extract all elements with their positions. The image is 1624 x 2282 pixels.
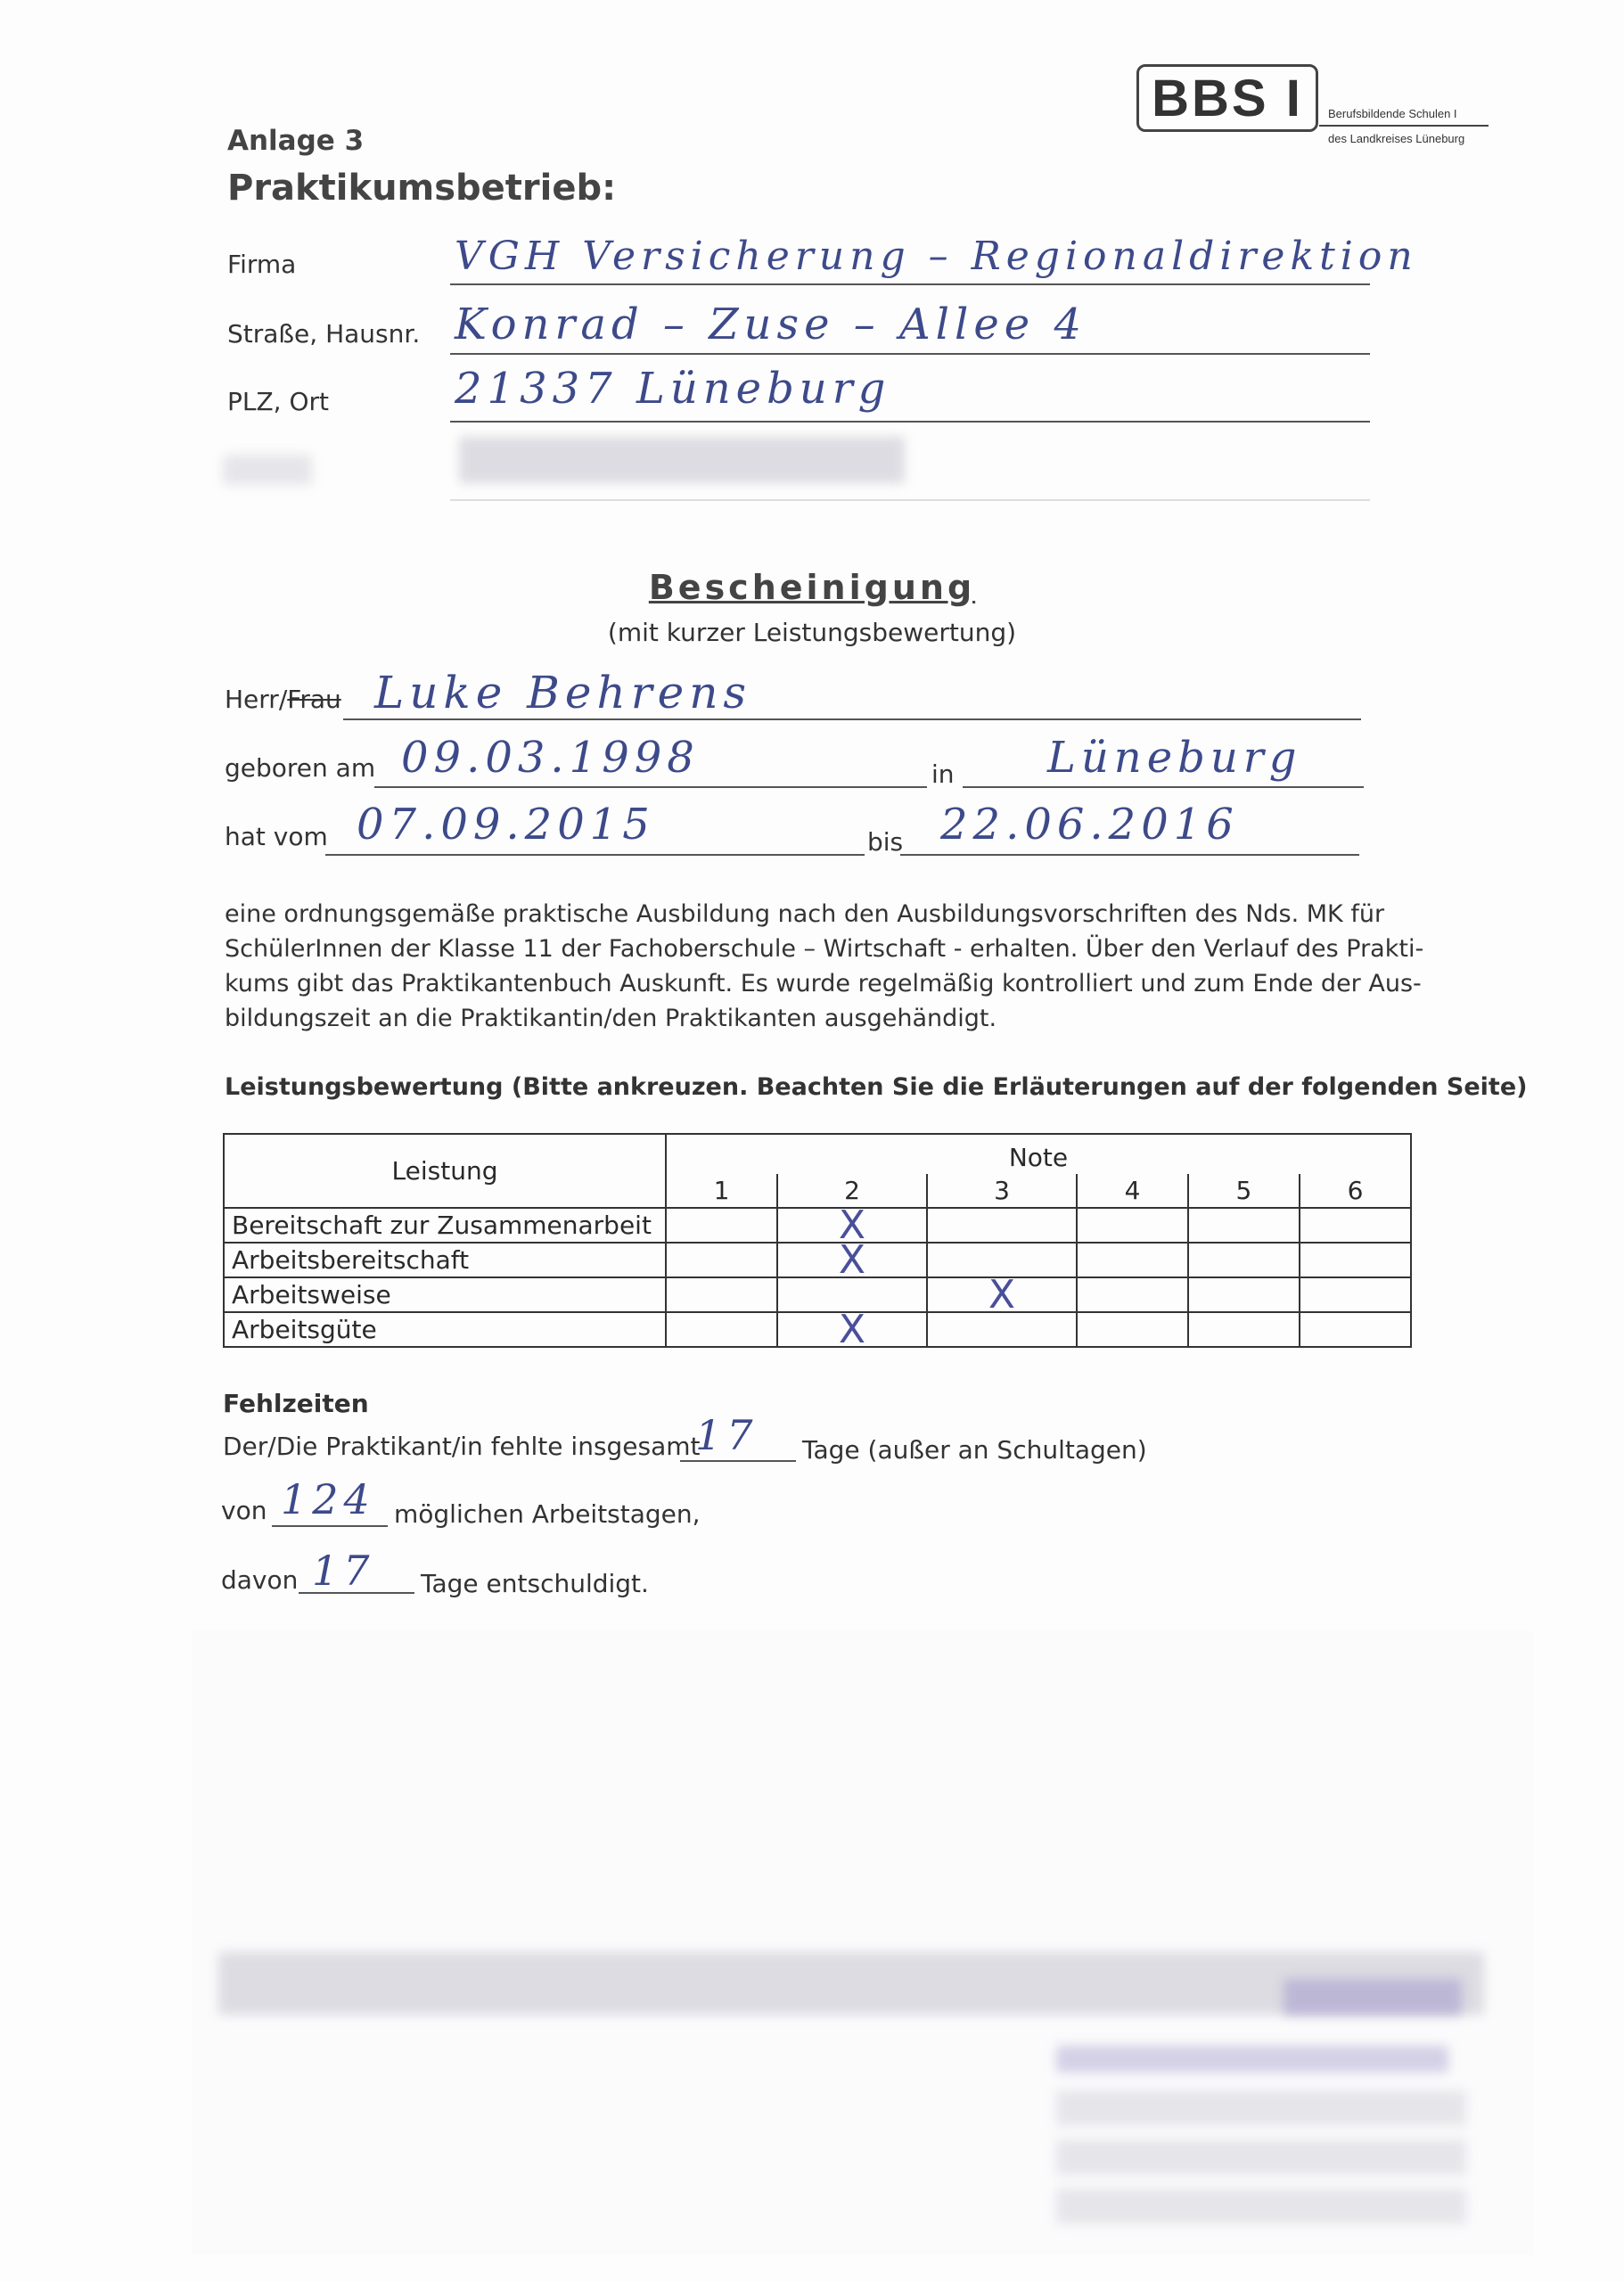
firma-line (450, 283, 1370, 285)
firma-label: Firma (227, 250, 297, 279)
grade-cell[interactable] (1300, 1243, 1411, 1277)
grade-column-2: 2 (777, 1174, 927, 1208)
from-line (325, 854, 865, 856)
absence-line1-prefix: Der/Die Praktikant/in fehlte insgesamt (223, 1432, 701, 1461)
redacted-stamp-line (1056, 2090, 1466, 2126)
herr-label: Herr/ (225, 685, 288, 714)
redacted-value (459, 437, 905, 483)
bbs-logo (1136, 64, 1318, 132)
body-line: kums gibt das Praktikantenbuch Auskunft. Es wurde regelmäßig kontrolliert und zum Ende der Aus- (225, 970, 1422, 997)
possible-days-line (272, 1525, 388, 1527)
grade-column-6: 6 (1300, 1174, 1411, 1208)
body-line: SchülerInnen der Klasse 11 der Fachoberschule – Wirtschaft - erhalten. Über den Verlauf des Prakti- (225, 935, 1424, 963)
table-row (224, 1312, 1411, 1347)
grade-mark: X (838, 1236, 866, 1283)
evaluation-heading: Leistungsbewertung (Bitte ankreuzen. Beachten Sie die Erläuterungen auf der folgenden Seite) (225, 1073, 1528, 1101)
salutation-label (225, 685, 341, 714)
name-line (343, 718, 1361, 720)
days-missed-value: 17 (695, 1411, 759, 1459)
logo-subtitle-1: Berufsbildende Schulen I (1328, 107, 1457, 120)
days-missed-line (680, 1460, 796, 1462)
logo-divider (1319, 125, 1489, 127)
name-value: Luke Behrens (374, 667, 752, 718)
from-value: 07.09.2015 (357, 800, 655, 850)
certificate-body (225, 897, 1423, 1036)
birthplace-value: Lüneburg (1047, 733, 1302, 783)
grade-cell[interactable] (1300, 1277, 1411, 1312)
table-row (224, 1277, 1411, 1312)
grade-cell[interactable] (927, 1312, 1077, 1347)
grade-column-5: 5 (1188, 1174, 1300, 1208)
logo-subtitle-2: des Landkreises Lüneburg (1328, 132, 1465, 145)
redacted-label (223, 455, 312, 485)
born-line (374, 786, 927, 788)
absence-line3-suffix: Tage entschuldigt. (421, 1569, 649, 1598)
absence-line3-prefix: davon (221, 1565, 299, 1595)
row-label: Arbeitsbereitschaft (224, 1243, 666, 1277)
grade-cell[interactable] (1077, 1312, 1188, 1347)
grade-cell[interactable] (777, 1236, 927, 1283)
certificate-title: Bescheinigung (648, 568, 976, 607)
certificate-subtitle: (mit kurzer Leistungsbewertung) (607, 618, 1017, 647)
body-line: bildungszeit an die Praktikantin/den Praktikanten ausgehändigt. (225, 1005, 997, 1032)
table-row (224, 1208, 1411, 1243)
absence-heading: Fehlzeiten (223, 1389, 369, 1418)
page-title: Praktikumsbetrieb: (227, 168, 617, 209)
absence-line2-prefix: von (221, 1496, 267, 1525)
body-line: eine ordnungsgemäße praktische Ausbildung nach den Ausbildungsvorschriften des Nds. MK für (225, 900, 1385, 928)
grade-table (223, 1133, 1412, 1352)
from-label: hat vom (225, 822, 328, 851)
grade-cell[interactable] (777, 1306, 927, 1352)
grade-cell[interactable] (1188, 1277, 1300, 1312)
street-label: Straße, Hausnr. (227, 319, 421, 349)
city-label: PLZ, Ort (227, 387, 329, 416)
grade-cell[interactable] (1300, 1208, 1411, 1243)
frau-label: Frau (287, 685, 341, 714)
excused-days-line (299, 1592, 414, 1594)
excused-days-value: 17 (312, 1547, 375, 1595)
born-value: 09.03.1998 (401, 733, 700, 783)
redacted-stamp-line (1056, 2046, 1448, 2073)
to-line (900, 854, 1359, 856)
grade-cell[interactable] (1188, 1312, 1300, 1347)
grade-cell[interactable] (1188, 1243, 1300, 1277)
grade-cell[interactable] (927, 1208, 1077, 1243)
redacted-stamp-line (1056, 2188, 1466, 2224)
to-label: bis (867, 827, 904, 857)
grade-cell[interactable] (927, 1271, 1077, 1317)
absence-line2-suffix: möglichen Arbeitstagen, (394, 1499, 701, 1529)
certificate-title-wrap (0, 568, 1624, 607)
row-label: Arbeitsweise (224, 1277, 666, 1312)
redacted-stamp-line (1056, 2139, 1466, 2175)
street-value: Konrad – Zuse – Allee 4 (455, 300, 1087, 349)
grade-column-1: 1 (666, 1174, 777, 1208)
grade-cell[interactable] (1077, 1243, 1188, 1277)
redacted-line (450, 499, 1370, 501)
birthplace-line (963, 786, 1364, 788)
grade-cell[interactable] (1300, 1312, 1411, 1347)
table-header-row (224, 1134, 1411, 1174)
row-label: Arbeitsgüte (224, 1312, 666, 1347)
city-value: 21337 Lüneburg (455, 364, 891, 414)
grade-mark: X (838, 1202, 866, 1248)
firma-value: VGH Versicherung – Regionaldirektion (455, 234, 1418, 279)
born-label: geboren am (225, 753, 376, 783)
logo-text: BBS I (1152, 69, 1303, 127)
annex-label: Anlage 3 (227, 125, 365, 157)
grade-column-3: 3 (927, 1174, 1077, 1208)
city-line (450, 421, 1370, 423)
row-label: Bereitschaft zur Zusammenarbeit (224, 1208, 666, 1243)
possible-days-value: 124 (281, 1475, 375, 1523)
table-row (224, 1243, 1411, 1277)
redacted-stamp-accent (1284, 1979, 1462, 2015)
grade-column-4: 4 (1077, 1174, 1188, 1208)
grade-cell[interactable] (666, 1312, 777, 1347)
street-line (450, 353, 1370, 355)
grade-cell[interactable] (666, 1243, 777, 1277)
grade-mark: X (988, 1271, 1016, 1317)
grade-cell[interactable] (1077, 1208, 1188, 1243)
absence-line1-suffix: Tage (außer an Schultagen) (802, 1435, 1147, 1465)
to-value: 22.06.2016 (940, 800, 1239, 850)
grade-cell[interactable] (1077, 1277, 1188, 1312)
grade-mark: X (838, 1306, 866, 1352)
leistung-header: Leistung (224, 1134, 666, 1208)
grade-cell[interactable] (1188, 1208, 1300, 1243)
note-header: Note (666, 1134, 1411, 1174)
grade-cell[interactable] (666, 1208, 777, 1243)
grade-cell[interactable] (666, 1277, 777, 1312)
in-label: in (931, 759, 955, 789)
